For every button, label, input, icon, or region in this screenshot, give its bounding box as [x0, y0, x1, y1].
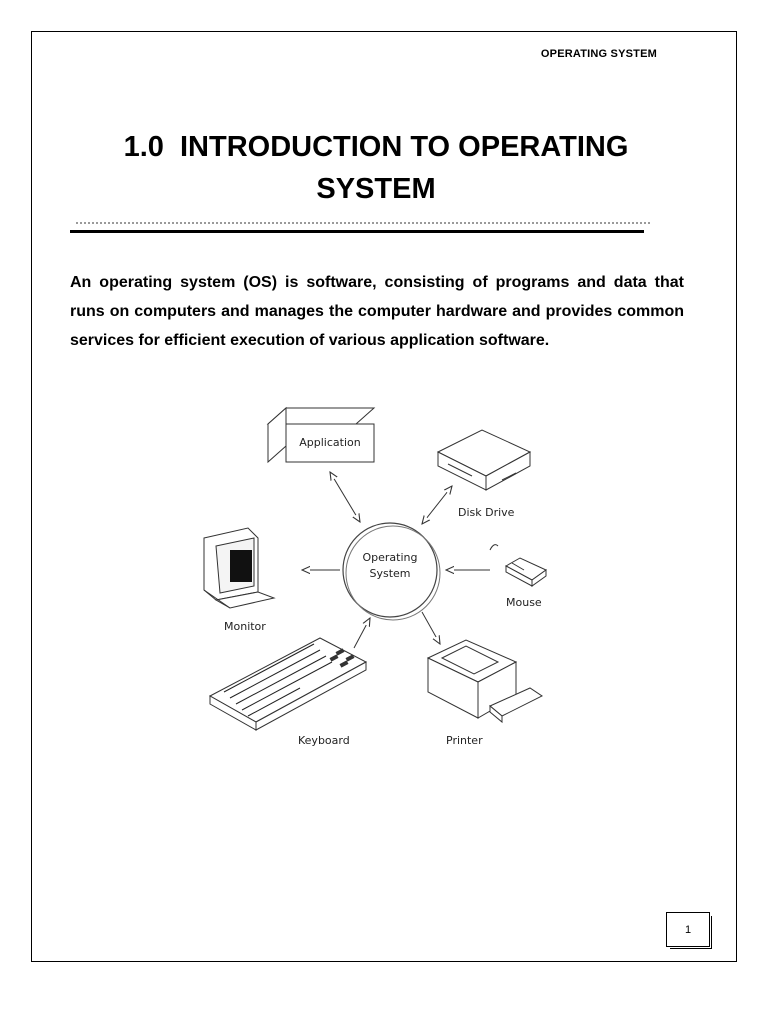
title-rule-dotted	[76, 222, 650, 224]
page-number: 1	[666, 912, 710, 947]
os-label-line-2: System	[369, 567, 411, 580]
os-diagram	[190, 400, 570, 760]
title-line-2: SYSTEM	[316, 173, 436, 205]
keyboard-icon	[210, 638, 366, 730]
disk-drive-icon	[438, 430, 530, 490]
monitor-icon	[204, 528, 274, 608]
intro-paragraph: An operating system (OS) is software, consisting of programs and data that runs on computers and manages the computer hardware and provides common services for efficient execution of various application software.	[70, 274, 684, 349]
title-rule	[70, 230, 644, 233]
page-title	[70, 126, 682, 210]
printer-label: Printer	[446, 734, 483, 747]
application-label: Application	[299, 436, 361, 449]
mouse-label: Mouse	[506, 596, 542, 609]
disk-drive-label: Disk Drive	[458, 506, 515, 519]
running-header: OPERATING SYSTEM	[540, 48, 657, 60]
arrow-keyboard-os	[354, 618, 370, 648]
application-box-icon	[268, 408, 374, 462]
mouse-icon	[490, 545, 546, 586]
title-line-1: 1.0 INTRODUCTION TO OPERATING	[123, 131, 629, 163]
arrow-application-os	[330, 472, 360, 522]
arrow-disk-drive-os	[422, 486, 452, 524]
monitor-label: Monitor	[224, 620, 266, 633]
printer-icon	[428, 640, 542, 722]
keyboard-label: Keyboard	[298, 734, 350, 747]
arrow-os-printer	[422, 612, 440, 644]
os-label-line-1: Operating	[362, 551, 418, 564]
